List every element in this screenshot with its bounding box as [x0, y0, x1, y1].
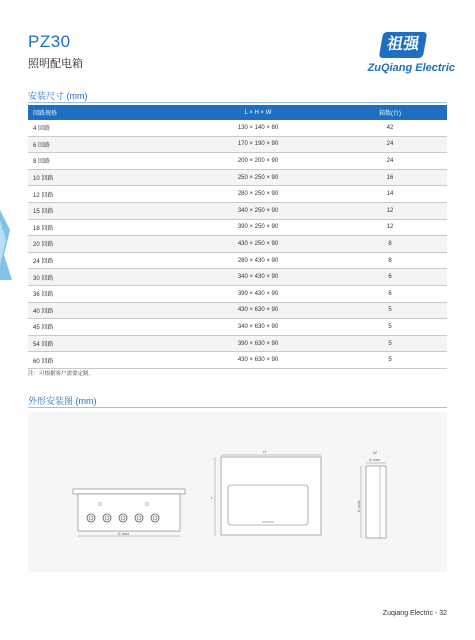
cell-quantity: 6	[333, 269, 447, 286]
cell-circuit: 4 回路	[28, 120, 183, 136]
cell-quantity: 24	[333, 136, 447, 153]
table-row	[28, 269, 447, 286]
table-note: 注：可根据客户需要定制。	[28, 371, 95, 377]
table-row	[28, 120, 447, 136]
cell-circuit: 30 回路	[28, 269, 183, 286]
cell-quantity: 12	[333, 219, 447, 236]
cell-dimensions: 390 × 430 × 90	[183, 285, 333, 302]
section-divider	[28, 102, 447, 103]
cell-quantity: 5	[333, 335, 447, 352]
cell-circuit: 18 回路	[28, 219, 183, 236]
table-row	[28, 302, 447, 319]
cell-dimensions: 340 × 430 × 90	[183, 269, 333, 286]
cell-dimensions: 250 × 250 × 90	[183, 169, 333, 186]
table-row	[28, 335, 447, 352]
cell-dimensions: 390 × 630 × 90	[183, 335, 333, 352]
cell-quantity: 8	[333, 252, 447, 269]
cell-circuit: 6 回路	[28, 136, 183, 153]
cell-circuit: 20 回路	[28, 236, 183, 253]
table-row	[28, 285, 447, 302]
table-row	[28, 136, 447, 153]
cell-circuit: 8 回路	[28, 153, 183, 170]
cell-dimensions: 130 × 140 × 80	[183, 120, 333, 136]
cell-dimensions: 280 × 250 × 90	[183, 186, 333, 203]
table-row	[28, 352, 447, 369]
cell-quantity: 5	[333, 302, 447, 319]
table-row	[28, 319, 447, 336]
cell-quantity: 5	[333, 319, 447, 336]
spec-table	[28, 105, 447, 369]
header-dimensions: L × H × W	[183, 105, 333, 120]
cell-quantity: 24	[333, 153, 447, 170]
cell-dimensions: 430 × 250 × 90	[183, 236, 333, 253]
cell-circuit: 54 回路	[28, 335, 183, 352]
label-w-max: A max	[369, 457, 381, 462]
cell-dimensions: 390 × 250 × 90	[183, 219, 333, 236]
cell-circuit: 15 回路	[28, 202, 183, 219]
header-quantity: 箱数(台)	[333, 105, 447, 120]
label-d-max: D max	[356, 500, 361, 512]
label-w: W	[373, 450, 377, 455]
section-divider	[28, 407, 447, 408]
cell-dimensions: 200 × 200 × 90	[183, 153, 333, 170]
side-view-drawing	[356, 450, 386, 538]
decorative-wave-shape	[0, 210, 12, 280]
cell-quantity: 42	[333, 120, 447, 136]
product-title: PZ30	[28, 32, 71, 51]
cell-circuit: 60 回路	[28, 352, 183, 369]
front-view-drawing	[73, 489, 185, 536]
cell-dimensions: 340 × 250 × 90	[183, 202, 333, 219]
table-row	[28, 219, 447, 236]
header-circuit: 回路规格	[28, 105, 183, 120]
cell-circuit: 10 回路	[28, 169, 183, 186]
brand-logo	[315, 32, 455, 82]
table-row	[28, 236, 447, 253]
cell-dimensions: 430 × 630 × 90	[183, 352, 333, 369]
cell-quantity: 14	[333, 186, 447, 203]
cell-quantity: 5	[333, 352, 447, 369]
label-h: H	[263, 449, 266, 454]
cell-circuit: 36 回路	[28, 285, 183, 302]
table-row	[28, 186, 447, 203]
cell-circuit: 45 回路	[28, 319, 183, 336]
table-row	[28, 202, 447, 219]
logo-mark: 祖强	[379, 32, 428, 58]
section-heading-diagram: 外形安装图 (mm)	[28, 396, 97, 406]
cell-dimensions: 170 × 190 × 90	[183, 136, 333, 153]
cell-dimensions: 280 × 430 × 90	[183, 252, 333, 269]
cell-circuit: 40 回路	[28, 302, 183, 319]
table-row	[28, 153, 447, 170]
table-header-row	[28, 105, 447, 120]
panel-view-drawing	[211, 449, 321, 536]
installation-diagram-panel	[28, 412, 447, 572]
page-footer: Zuqiang Electric - 32	[382, 610, 447, 617]
cell-circuit: 24 回路	[28, 252, 183, 269]
cell-dimensions: 340 × 630 × 90	[183, 319, 333, 336]
label-e-max: E max	[118, 531, 130, 536]
cell-quantity: 16	[333, 169, 447, 186]
logo-brand-text: ZuQiang Electric	[367, 62, 455, 74]
section-heading-install: 安装尺寸 (mm)	[28, 91, 88, 101]
label-l: L	[211, 495, 214, 500]
installation-drawing	[28, 412, 447, 572]
cell-quantity: 12	[333, 202, 447, 219]
product-subtitle: 照明配电箱	[28, 58, 83, 70]
table-row	[28, 169, 447, 186]
cell-dimensions: 430 × 630 × 90	[183, 302, 333, 319]
cell-circuit: 12 回路	[28, 186, 183, 203]
cell-quantity: 8	[333, 236, 447, 253]
table-row	[28, 252, 447, 269]
cell-quantity: 6	[333, 285, 447, 302]
